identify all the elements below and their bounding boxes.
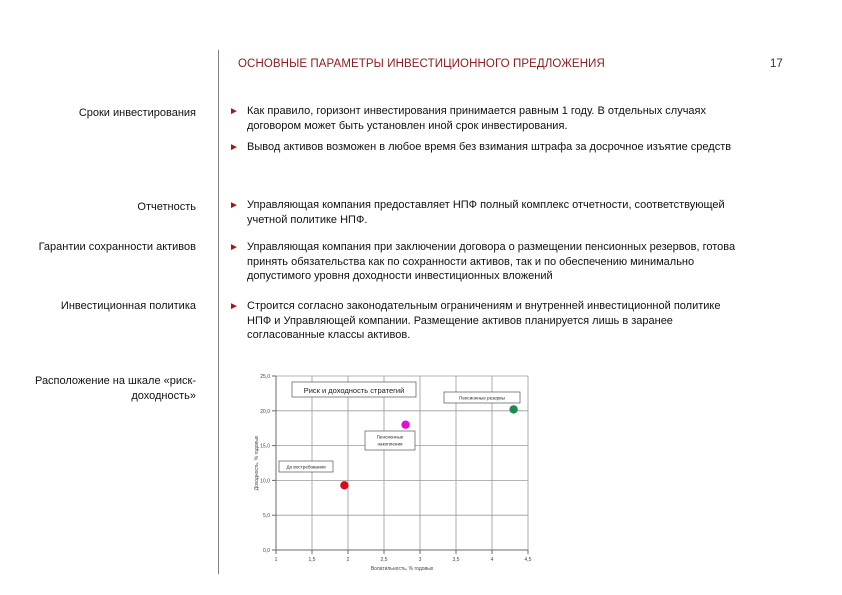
callout-pension-savings (365, 431, 415, 450)
x-tick-label: 1,5 (308, 557, 316, 563)
y-tick-label: 25,0 (260, 374, 270, 380)
bullet-arrow-icon: ► (229, 142, 239, 153)
row-label-risk-return-scale: Расположение на шкале «риск-доходность» (34, 375, 196, 402)
callout-label: Пенсионные резервы (459, 395, 505, 401)
callout-label-line2: накопления (377, 441, 403, 447)
bullet-text: Как правило, горизонт инвестирования принимается равным 1 году. В отдельных случаях договором может быть установлен иной срок инвестирования. (247, 105, 706, 132)
row-label-guarantees: Гарантии сохранности активов (38, 241, 196, 253)
callout-on-demand (279, 461, 333, 472)
callout-label-line1: Пенсионные (376, 434, 404, 440)
x-tick-label: 4 (490, 557, 494, 563)
row-body-terms (229, 104, 744, 162)
callout-pension-reserves (444, 392, 520, 403)
bullet-arrow-icon: ► (229, 106, 239, 117)
x-tick-label: 2,5 (380, 557, 388, 563)
x-tick-label: 4,5 (524, 557, 532, 563)
column-divider (218, 50, 219, 574)
chart-title: Риск и доходность стратегий (303, 386, 405, 395)
y-tick-label: 20,0 (260, 408, 270, 415)
bullet-item (229, 299, 744, 343)
row-label-policy: Инвестиционная политика (60, 300, 196, 312)
x-axis-tick-labels (275, 557, 532, 563)
bullet-text: Управляющая компания при заключении договора о размещении пенсионных резервов, готова принять обязательства как по сохранности активов, так и по обеспечению минимально допустимого уровня доходности инвестиционных вложений (247, 241, 736, 282)
bullet-arrow-icon: ► (229, 301, 239, 312)
row-label-terms: Сроки инвестирования (78, 107, 196, 119)
data-point-pension-savings (401, 421, 409, 429)
bullet-arrow-icon: ► (229, 200, 239, 211)
y-tick-label: 10,0 (260, 478, 270, 485)
y-axis-tick-labels (260, 374, 270, 554)
row-label-reporting: Отчетность (137, 201, 196, 213)
row-body-guarantees (229, 240, 744, 291)
scatter-chart-svg (246, 368, 538, 573)
bullet-item (229, 104, 744, 133)
y-axis-title: Доходность, % годовых (254, 435, 260, 491)
bullet-text: Управляющая компания предоставляет НПФ полный комплекс отчетности, соответствующей учетной политике НПФ. (247, 199, 725, 226)
risk-return-chart (246, 368, 538, 573)
bullet-text: Строится согласно законодательным ограничениям и внутренней инвестиционной политике НПФ и Управляющей компании. Размещение активов планируется лишь в заранее согласованные классы активов. (247, 300, 721, 341)
data-point-pension-reserves (509, 405, 517, 413)
y-tick-label: 15,0 (260, 443, 270, 450)
data-point-on-demand (340, 481, 348, 489)
callout-label: До востребования (286, 464, 326, 470)
row-body-reporting (229, 198, 744, 234)
x-tick-label: 2 (346, 557, 350, 563)
x-tick-label: 1 (274, 557, 278, 563)
y-tick-label: 5,0 (263, 513, 270, 520)
x-tick-label: 3,5 (452, 557, 460, 563)
x-tick-label: 3 (418, 557, 422, 563)
bullet-text: Вывод активов возможен в любое время без взимания штрафа за досрочное изъятие средств (247, 141, 732, 153)
bullet-item (229, 198, 744, 227)
bullet-arrow-icon: ► (229, 242, 239, 253)
x-axis-title: Волатильность, % годовых (370, 566, 434, 572)
bullet-item (229, 140, 744, 155)
y-tick-label: 0,0 (263, 548, 270, 554)
row-body-policy (229, 299, 744, 350)
bullet-item (229, 240, 744, 284)
page-title: ОСНОВНЫЕ ПАРАМЕТРЫ ИНВЕСТИЦИОННОГО ПРЕДЛОЖЕНИЯ (238, 58, 605, 70)
page-number: 17 (770, 58, 783, 70)
chart-title-box (292, 382, 416, 397)
